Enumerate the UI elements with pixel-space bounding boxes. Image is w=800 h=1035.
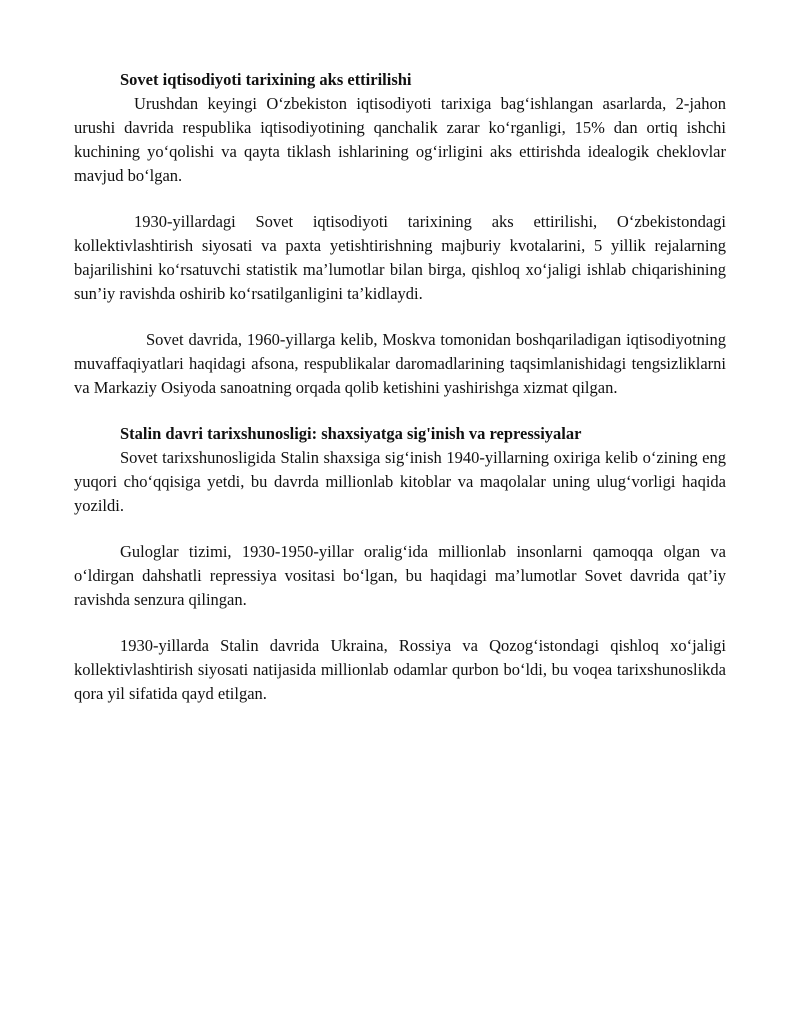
paragraph-1960s-myth: Sovet davrida, 1960-yillarga kelib, Moskva tomonidan boshqariladigan iqtisodiyotning muvaffaqiyatlari haqidagi afsona, respublikalar daromadlarining taqsimlanishidagi tengsizliklarni va Markaziy Osiyoda sanoatning orqada qolib ketishini yashirishga xizmat qilgan.	[74, 330, 726, 397]
paragraph-collectivization: 1930-yillarda Stalin davrida Ukraina, Rossiya va Qozog‘istondagi qishloq xo‘jaligi kollektivlashtirish siyosati natijasida millionlab odamlar qurbon bo‘ldi, bu voqea tarixshunoslikda qora yil sifatida qayd etilgan.	[74, 636, 726, 703]
section-heading-stalin-era: Stalin davri tarixshunosligi: shaxsiyatga sig'inish va repressiyalar	[120, 424, 582, 443]
paragraph-postwar-economy: Urushdan keyingi O‘zbekiston iqtisodiyoti tarixiga bag‘ishlangan asarlarda, 2-jahon urushi davrida respublika iqtisodiyotining qanchalik zarar ko‘rganligi, 15% dan ortiq ishchi kuchining yo‘qolishi va qayta tiklash ishlarining og‘irligini aks ettirishda idealogik cheklovlar mavjud bo‘lgan.	[74, 94, 726, 185]
paragraph-personality-cult: Sovet tarixshunosligida Stalin shaxsiga sig‘inish 1940-yillarning oxiriga kelib o‘zining eng yuqori cho‘qqisiga yetdi, bu davrda millionlab kitoblar va maqolalar uning ulug‘vorligi haqida yozildi.	[74, 448, 726, 515]
paragraph-gulag: Guloglar tizimi, 1930-1950-yillar oralig‘ida millionlab insonlarni qamoqqa olgan va o‘ldirgan dahshatli repressiya vositasi bo‘lgan, bu haqidagi ma’lumotlar Sovet davrida qat’iy ravishda senzura qilingan.	[74, 542, 726, 609]
section-heading-soviet-economy: Sovet iqtisodiyoti tarixining aks ettirilishi	[120, 70, 412, 89]
paragraph-1930s-economy: 1930-yillardagi Sovet iqtisodiyoti tarixining aks ettirilishi, O‘zbekistondagi kollektivlashtirish siyosati va paxta yetishtirishning majburiy kvotalarini, 5 yillik rejalarning bajarilishini ko‘rsatuvchi statistik ma’lumotlar bilan birga, qishloq xo‘jaligi ishlab chiqarishining sun’iy ravishda oshirib ko‘rsatilganligini ta’kidlaydi.	[74, 212, 726, 303]
